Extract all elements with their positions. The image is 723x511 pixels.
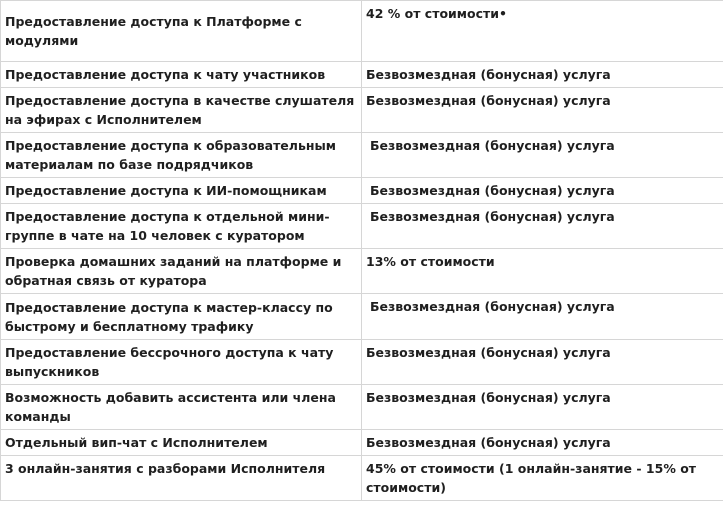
price-cell: 42 % от стоимости• [362,1,723,62]
price-cell: Безвозмездная (бонусная) услуга [362,62,723,88]
service-cell: Предоставление доступа в качестве слушателя на эфирах с Исполнителем [1,88,362,133]
price-cell: 13% от стоимости [362,249,723,294]
service-cell: Предоставление доступа к Платформе с модулями [1,1,362,62]
service-cell: Проверка домашних заданий на платформе и обратная связь от куратора [1,249,362,294]
service-cell: Предоставление доступа к отдельной мини-группе в чате на 10 человек с куратором [1,204,362,249]
price-cell: Безвозмездная (бонусная) услуга [362,430,723,456]
price-cell: Безвозмездная (бонусная) услуга [362,385,723,430]
price-cell: 45% от стоимости (1 онлайн-занятие - 15% от стоимости) [362,456,723,501]
price-cell: Безвозмездная (бонусная) услуга [362,178,723,204]
price-cell: Безвозмездная (бонусная) услуга [362,294,723,340]
table-row [1,340,723,385]
price-cell: Безвозмездная (бонусная) услуга [362,340,723,385]
table-row [1,430,723,456]
table-row [1,1,723,62]
price-cell: Безвозмездная (бонусная) услуга [362,88,723,133]
price-cell: Безвозмездная (бонусная) услуга [362,133,723,178]
service-cell: Предоставление бессрочного доступа к чату выпускников [1,340,362,385]
service-cell: Предоставление доступа к мастер-классу по быстрому и бесплатному трафику [1,294,362,340]
price-cell: Безвозмездная (бонусная) услуга [362,204,723,249]
table-row [1,88,723,133]
service-cell: Отдельный вип-чат с Исполнителем [1,430,362,456]
table-row [1,62,723,88]
table-row [1,456,723,501]
table-row [1,204,723,249]
service-cell: Предоставление доступа к чату участников [1,62,362,88]
table-row [1,178,723,204]
service-cell: 3 онлайн-занятия с разборами Исполнителя [1,456,362,501]
table-row [1,385,723,430]
table-row [1,249,723,294]
service-cell: Возможность добавить ассистента или члена команды [1,385,362,430]
service-cell: Предоставление доступа к ИИ-помощникам [1,178,362,204]
table-row [1,133,723,178]
table-row [1,294,723,340]
service-cell: Предоставление доступа к образовательным материалам по базе подрядчиков [1,133,362,178]
